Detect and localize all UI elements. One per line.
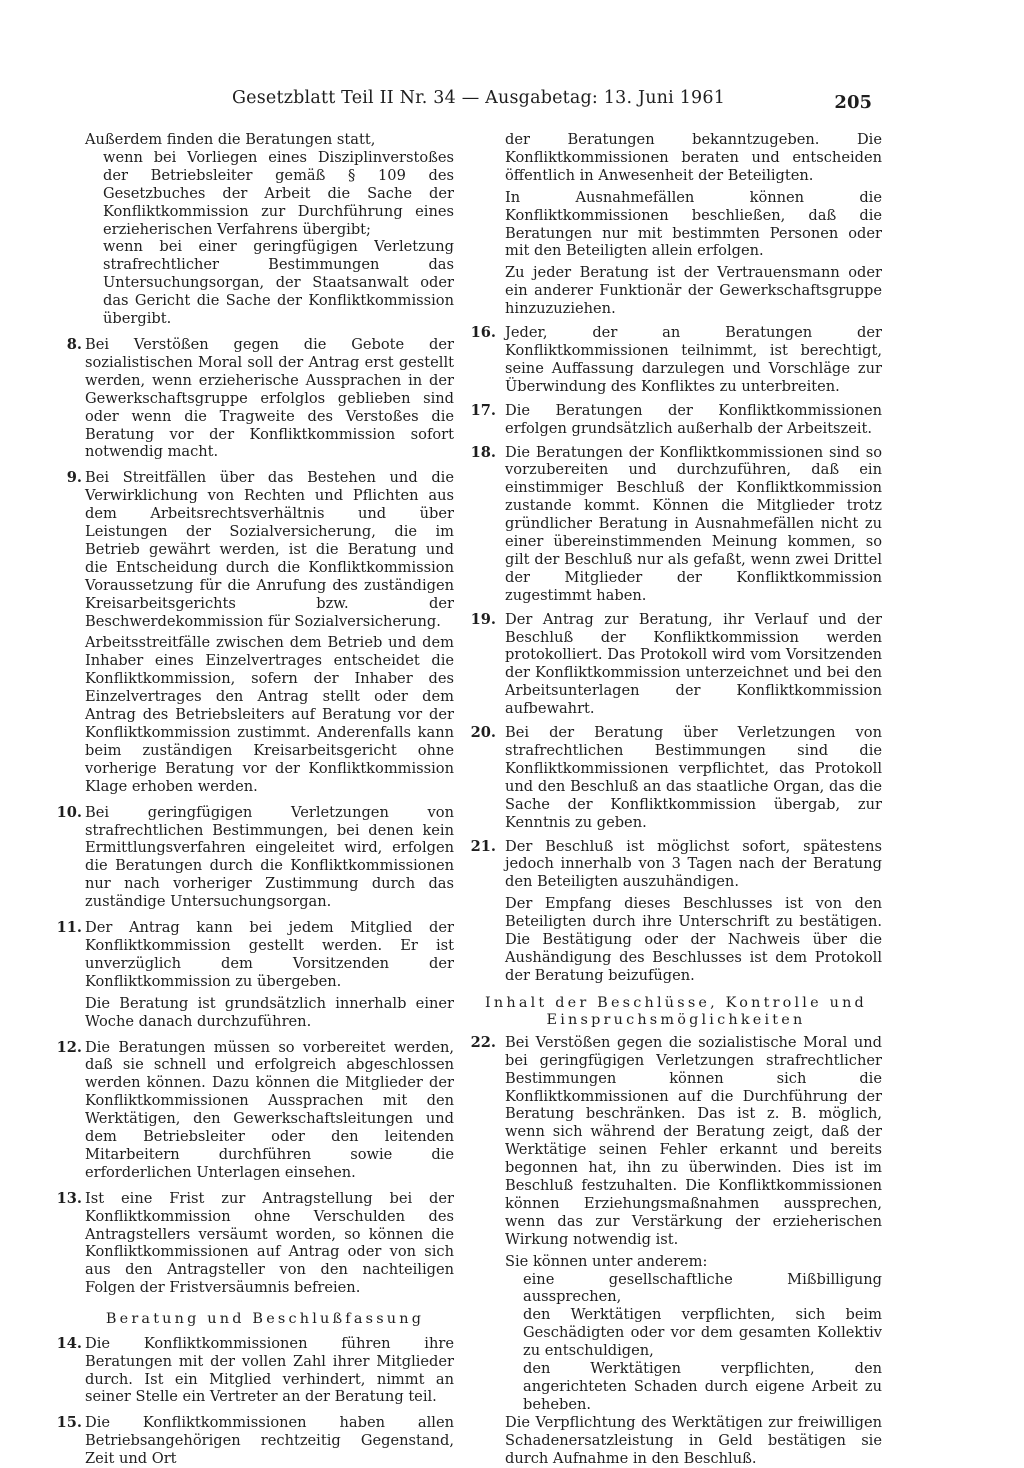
- section-heading: Inhalt der Beschlüsse, Kontrolle und: [485, 994, 867, 1011]
- section-number: 8.: [66, 335, 82, 353]
- section-16: [470, 324, 882, 396]
- section-number: 20.: [470, 724, 496, 742]
- section-text: Die Beratungen der Konfliktkommissionen erfolgen grundsätzlich außerhalb der Arbeitszeit.: [505, 401, 882, 437]
- section-number: 11.: [56, 919, 82, 937]
- section-text: Zu jeder Beratung ist der Vertrauensmann oder ein anderer Funktionär der Gewerkschaftsgruppe hinzuzuziehen.: [505, 264, 882, 318]
- section-number: 16.: [470, 324, 496, 342]
- section-text: Die Beratungen müssen so vorbereitet werden, daß sie schnell und erfolgreich abgeschlossen werden können. Dazu können die Mitglieder der Konfliktkommissionen Aussprachen mit den Werktätigen, den Gewerkschaftsleitungen und dem Betriebsleiter oder den leitenden Mitarbeitern durchführen sowie die erforderlichen Unterlagen einsehen.: [85, 1038, 454, 1181]
- section-text: Der Antrag zur Beratung, ihr Verlauf und der Beschluß der Konfliktkommission werden protokolliert. Das Protokoll wird vom Vorsitzenden der Konfliktkommission unterzeichnet und bei den Arbeitsunterlagen der Konfliktkommission aufbewahrt.: [505, 610, 882, 718]
- section-heading: Einspruchsmöglichkeiten: [546, 1012, 806, 1029]
- section-text: Die Beratungen der Konfliktkommissionen sind so vorzubereiten und durchzuführen, daß ein einstimmiger Beschluß der Konfliktkommission zustande kommt. Können die Mitglieder trotz gründlicher Beratung in Ausnahmefällen nicht zu einer übereinstimmenden Meinung kommen, so gilt der Beschluß nur als gefaßt, wenn zwei Drittel der Mitglieder der Konfliktkommission zugestimmt haben.: [505, 443, 882, 604]
- section-22: [470, 1034, 882, 1468]
- list-item: den Werktätigen verpflichten, sich beim Geschädigten oder vor dem gesamten Kollektiv zu entschuldigen,: [523, 1306, 882, 1360]
- section-number: 19.: [470, 610, 496, 628]
- section-15: [56, 1414, 454, 1468]
- section-heading: Beratung und Beschlußfassung: [105, 1311, 425, 1328]
- section-subtext: Sie können unter anderem:: [505, 1252, 708, 1270]
- section-19: [470, 611, 882, 718]
- intro-a: wenn bei Vorliegen eines Disziplinverstoßes der Betriebsleiter gemäß § 109 des Gesetzbuches der Arbeit die Sache der Konfliktkommission zur Durchführung eines erzieherischen Verfahrens übergibt;: [103, 148, 454, 238]
- list-item: eine gesellschaftliche Mißbilligung aussprechen,: [523, 1270, 882, 1306]
- section-12: [56, 1039, 454, 1182]
- section-text: der Beratungen bekanntzugeben. Die Konfliktkommissionen beraten und entscheiden öffentlich in Anwesenheit der Beteiligten.: [505, 131, 882, 184]
- section-number: 10.: [56, 803, 82, 821]
- section-text: Die Konfliktkommissionen führen ihre Beratungen mit der vollen Zahl ihrer Mitglieder durch. Ist ein Mitglied verhindert, nimmt an seiner Stelle ein Vertreter an der Beratung teil.: [85, 1334, 454, 1406]
- section-text: Bei geringfügigen Verletzungen von strafrechtlichen Bestimmungen, bei denen kein Ermittlungsverfahren eingeleitet wird, erfolgen die Beratungen durch die Konfliktkommissionen nur nach vorheriger Zustimmung durch das zuständige Untersuchungsorgan.: [85, 803, 454, 911]
- section-9: [56, 469, 454, 795]
- section-14: [56, 1335, 454, 1407]
- section-number: 12.: [56, 1038, 82, 1056]
- section-text: Bei Verstößen gegen die sozialistische Moral und bei geringfügigen Verletzungen strafrechtlicher Bestimmungen können sich die Konfliktkommissionen auf die Durchführung der Beratung beschränken. Das ist z. B. möglich, wenn sich während der Beratung zeigt, daß der Werktätige seinen Fehler erkannt und bereits begonnen hat, ihn zu überwinden. Dies ist im Beschluß festzuhalten. Die Konfliktkommissionen können Erziehungsmaßnahmen aussprechen, wenn das zur Verstärkung der erzieherischen Wirkung notwendig ist.: [505, 1033, 882, 1248]
- page-header: [232, 88, 872, 118]
- section-number: 9.: [66, 469, 82, 487]
- section-number: 18.: [470, 443, 496, 461]
- left-column: [56, 131, 454, 1468]
- section-10: [56, 804, 454, 911]
- section-18: [470, 444, 882, 605]
- section-number: 21.: [470, 837, 496, 855]
- section-text: Bei Verstößen gegen die Gebote der sozialistischen Moral soll der Antrag erst gestellt werden, wenn erzieherische Aussprachen in der Gewerkschaftsgruppe erfolglos geblieben sind oder wenn die Tragweite des Verstoßes die Beratung vor der Konfliktkommission sofort notwendig macht.: [85, 335, 454, 461]
- section-21: [470, 838, 882, 985]
- section-number: 22.: [470, 1033, 496, 1051]
- section-number: 17.: [470, 401, 496, 419]
- section-8: [56, 336, 454, 461]
- section-13: [56, 1190, 454, 1297]
- section-number: 13.: [56, 1189, 82, 1207]
- section-text: Arbeitsstreitfälle zwischen dem Betrieb und dem Inhaber eines Einzelvertrages entscheidet die Konfliktkommission, sofern der Inhaber des Einzelvertrages den Antrag stellt oder dem Antrag des Betriebsleiters auf Beratung vor der Konfliktkommission zustimmt. Anderenfalls kann beim zuständigen Kreisarbeitsgericht ohne vorherige Beratung vor der Konfliktkommission Klage erhoben werden.: [85, 634, 454, 795]
- section-text: Die Beratung ist grundsätzlich innerhalb einer Woche danach durchzuführen.: [85, 994, 454, 1030]
- section-17: [470, 402, 882, 438]
- right-column: [470, 131, 882, 1468]
- section-text: Die Verpflichtung des Werktätigen zur freiwilligen Schadenersatzleistung in Geld bestätigen sie durch Aufnahme in den Beschluß.: [505, 1413, 882, 1467]
- section-number: 15.: [56, 1414, 82, 1432]
- section-text: Der Beschluß ist möglichst sofort, spätestens jedoch innerhalb von 3 Tagen nach der Beratung den Beteiligten auszuhändigen.: [505, 837, 882, 891]
- intro-b: wenn bei einer geringfügigen Verletzung strafrechtlicher Bestimmungen das Untersuchungsorgan, der Staatsanwalt oder das Gericht die Sache der Konfliktkommission übergibt.: [103, 238, 454, 328]
- section-text: Bei der Beratung über Verletzungen von strafrechtlichen Bestimmungen sind die Konfliktkommissionen verpflichtet, das Protokoll und den Beschluß an das staatliche Organ, das die Sache der Konfliktkommission übergab, zur Kenntnis zu geben.: [505, 724, 882, 831]
- section-text: Bei Streitfällen über das Bestehen und die Verwirklichung von Rechten und Pflichten aus dem Arbeitsrechtsverhältnis und über Leistungen der Sozialversicherung, die im Betrieb gewährt werden, ist die Beratung und die Entscheidung durch die Konfliktkommission Voraussetzung für die Anrufung des zuständigen Kreisarbeitsgerichts bzw. der Beschwerdekommission für Sozialversicherung.: [85, 469, 454, 630]
- section-text: Die Konfliktkommissionen haben allen Betriebsangehörigen rechtzeitig Gegenstand, Zeit und Ort: [85, 1414, 454, 1468]
- section-number: 14.: [56, 1334, 82, 1352]
- header-title: Gesetzblatt Teil II Nr. 34 — Ausgabetag: 13. Juni 1961: [232, 88, 726, 108]
- section-text: Ist eine Frist zur Antragstellung bei der Konfliktkommission ohne Verschulden des Antragstellers versäumt worden, so können die Konfliktkommissionen auf Antrag oder von sich aus den Antragsteller von den nachteiligen Folgen der Fristversäumnis befreien.: [85, 1189, 454, 1297]
- page-number: 205: [834, 92, 872, 113]
- section-11: [56, 919, 454, 1030]
- section-text: In Ausnahmefällen können die Konfliktkommissionen beschließen, daß die Beratungen nur mit bestimmten Personen oder mit den Beteiligten allein erfolgen.: [505, 188, 882, 260]
- section-20: [470, 724, 882, 831]
- section-text: Jeder, der an Beratungen der Konfliktkommissionen teilnimmt, ist berechtigt, seine Auffassung darzulegen und Vorschläge zur Überwindung des Konfliktes zu unterbreiten.: [505, 324, 882, 395]
- list-item: den Werktätigen verpflichten, den angerichteten Schaden durch eigene Arbeit zu beheben.: [523, 1360, 882, 1413]
- section-15-continued: [470, 131, 882, 318]
- intro-text: Außerdem finden die Beratungen statt,: [85, 131, 376, 148]
- section-text: Der Antrag kann bei jedem Mitglied der Konfliktkommission gestellt werden. Er ist unverzüglich dem Vorsitzenden der Konfliktkommission zu übergeben.: [85, 919, 454, 990]
- intro-block: [56, 131, 454, 328]
- section-text: Der Empfang dieses Beschlusses ist von den Beteiligten durch ihre Unterschrift zu bestätigen. Die Bestätigung oder der Nachweis über die Aushändigung des Beschlusses ist dem Protokoll der Beratung beizufügen.: [505, 895, 882, 984]
